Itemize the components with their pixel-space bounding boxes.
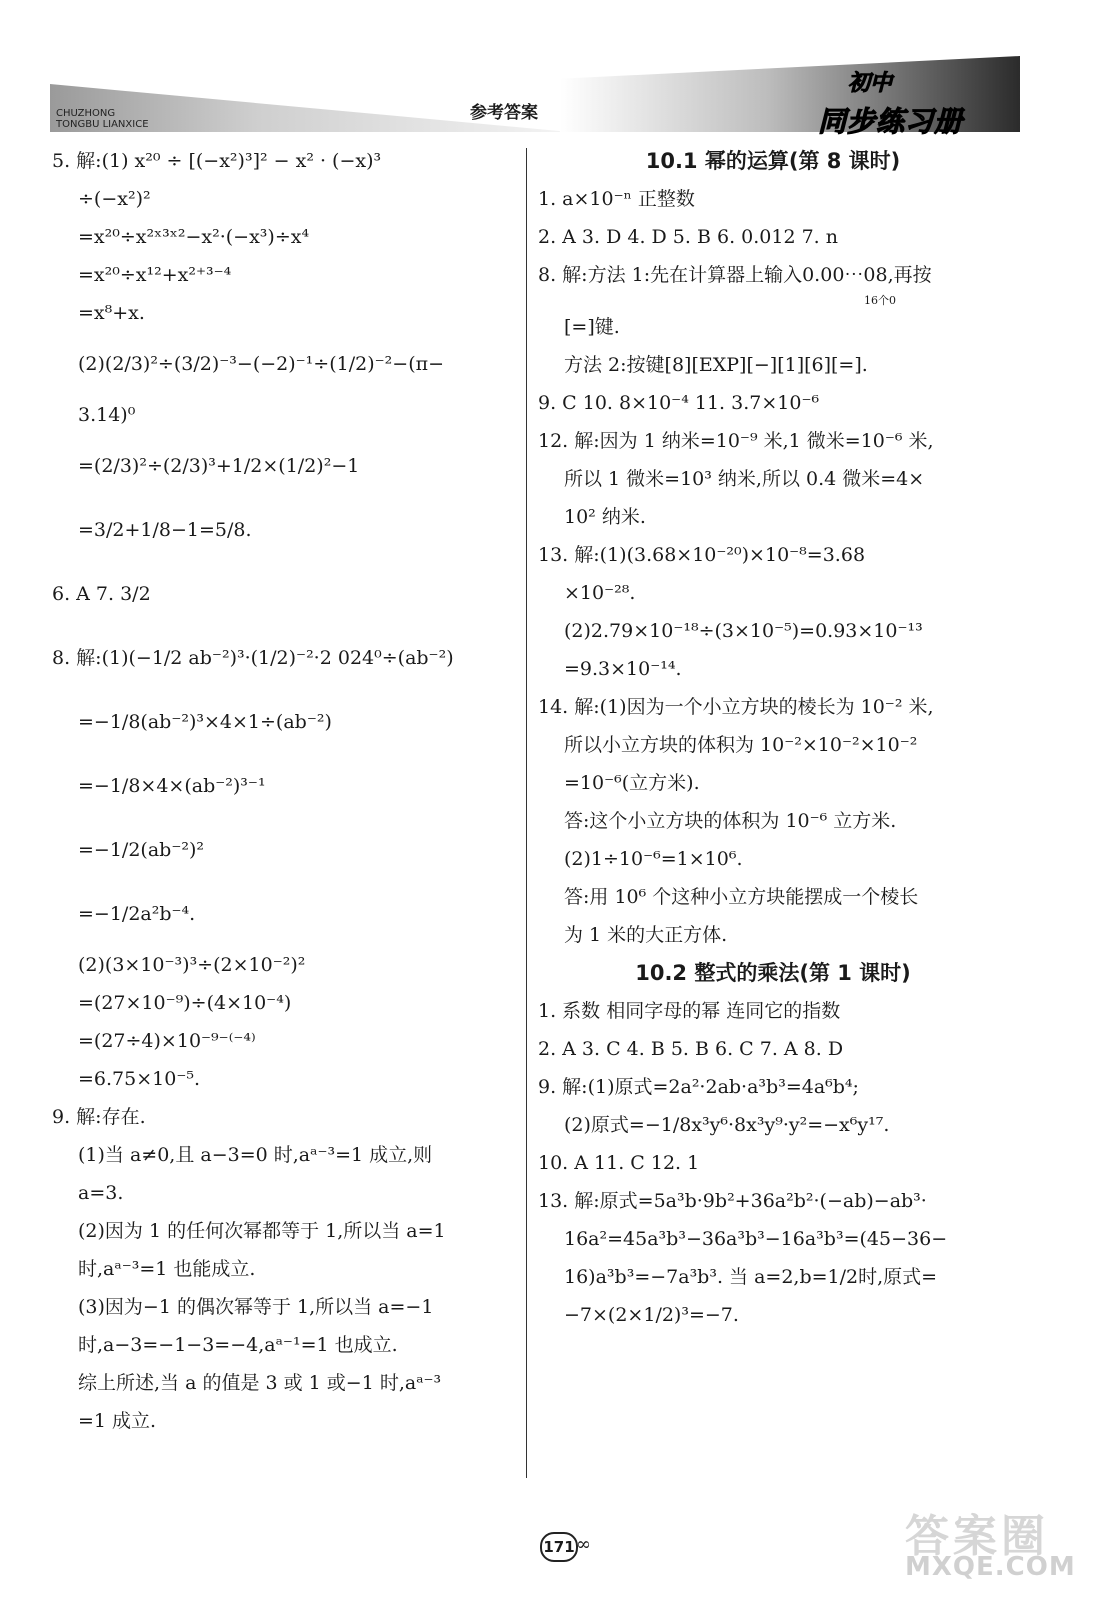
answer-line: 答:这个小立方块的体积为 10⁻⁶ 立方米.	[564, 810, 897, 832]
answer-line: =6.75×10⁻⁵.	[78, 1068, 201, 1090]
column-divider	[526, 148, 527, 1478]
header-title: 参考答案	[470, 103, 538, 123]
page-number-ornament: ∞	[576, 1534, 591, 1555]
answer-line: 9. 解:(1)原式=2a²·2ab·a³b³=4a⁶b⁴;	[538, 1076, 859, 1098]
answer-line: (2)(2/3)²÷(3/2)⁻³−(−2)⁻¹÷(1/2)⁻²−(π−	[78, 353, 445, 375]
answer-line: (2)(3×10⁻³)³÷(2×10⁻²)²	[78, 954, 306, 976]
answer-line: 14. 解:(1)因为一个小立方块的棱长为 10⁻² 米,	[538, 696, 934, 718]
answer-line: 时,a−3=−1−3=−4,aᵃ⁻¹=1 也成立.	[78, 1334, 398, 1356]
answer-line: 方法 2:按键[8][EXP][−][1][6][=].	[564, 354, 868, 376]
answer-line: 9. C 10. 8×10⁻⁴ 11. 3.7×10⁻⁶	[538, 392, 820, 414]
answer-line: =(27÷4)×10⁻⁹⁻⁽⁻⁴⁾	[78, 1030, 256, 1052]
answer-line: =(2/3)²÷(2/3)³+1/2×(1/2)²−1	[78, 455, 360, 477]
header-pinyin-line2: TONGBU LIANXICE	[56, 119, 149, 130]
answer-line: =−1/2a²b⁻⁴.	[78, 903, 196, 925]
answer-line: [=]键.	[564, 316, 620, 338]
answer-line: 所以小立方块的体积为 10⁻²×10⁻²×10⁻²	[564, 734, 918, 756]
answer-line: 2. A 3. D 4. D 5. B 6. 0.012 7. n	[538, 226, 838, 248]
answer-line: (2)2.79×10⁻¹⁸÷(3×10⁻⁵)=0.93×10⁻¹³	[564, 620, 923, 642]
answer-line: =x²⁰÷x¹²+x²⁺³⁻⁴	[78, 264, 232, 286]
answer-line: 8. 解:(1)(−1/2 ab⁻²)³·(1/2)⁻²·2 024⁰÷(ab⁻²)	[52, 647, 454, 669]
section-title: 10.1 幂的运算(第 8 课时)	[645, 149, 901, 173]
answer-line: =10⁻⁶(立方米).	[564, 772, 700, 794]
answer-line: 时,aᵃ⁻³=1 也能成立.	[78, 1258, 256, 1280]
logo-bottom-text: 同步练习册	[818, 105, 964, 138]
answer-line: =−1/2(ab⁻²)²	[78, 839, 204, 861]
page-number: 171	[540, 1532, 578, 1562]
answer-line: a=3.	[78, 1182, 124, 1204]
answer-line: 16)a³b³=−7a³b³. 当 a=2,b=1/2时,原式=	[564, 1266, 938, 1288]
answer-line: ×10⁻²⁸.	[564, 582, 636, 604]
answer-line: 16a²=45a³b³−36a³b³−16a³b³=(45−36−	[564, 1228, 948, 1250]
header-pinyin-line1: CHUZHONG	[56, 108, 116, 119]
answer-line: 所以 1 微米=10³ 纳米,所以 0.4 微米=4×	[564, 468, 925, 490]
answer-line: 答:用 10⁶ 个这种小立方块能摆成一个棱长	[564, 886, 919, 908]
answer-line: =x²⁰÷x²ˣ³ˣ²−x²·(−x³)÷x⁴	[78, 226, 310, 248]
answer-line: 12. 解:因为 1 纳米=10⁻⁹ 米,1 微米=10⁻⁶ 米,	[538, 430, 934, 452]
answer-line: 为 1 米的大正方体.	[564, 924, 728, 946]
answer-line: 3.14)⁰	[78, 404, 136, 426]
answer-line: ÷(−x²)²	[78, 188, 151, 210]
answer-line: 6. A 7. 3/2	[52, 583, 151, 605]
answer-line: 10. A 11. C 12. 1	[538, 1152, 700, 1174]
answer-line: =3/2+1/8−1=5/8.	[78, 519, 252, 541]
answer-line: 13. 解:原式=5a³b·9b²+36a²b²·(−ab)−ab³·	[538, 1190, 927, 1212]
left-column	[52, 142, 522, 1440]
logo-top-text: 初中	[848, 71, 893, 96]
answer-line: =(27×10⁻⁹)÷(4×10⁻⁴)	[78, 992, 292, 1014]
answer-line: =1 成立.	[78, 1410, 157, 1432]
answer-line: (2)因为 1 的任何次幂都等于 1,所以当 a=1	[78, 1220, 446, 1242]
answer-line: 1. 系数 相同字母的幂 连同它的指数	[538, 1000, 841, 1022]
answer-line: =−1/8(ab⁻²)³×4×1÷(ab⁻²)	[78, 711, 332, 733]
answer-line: −7×(2×1/2)³=−7.	[564, 1304, 739, 1326]
answer-line: 13. 解:(1)(3.68×10⁻²⁰)×10⁻⁸=3.68	[538, 544, 866, 566]
header-pinyin	[56, 108, 149, 130]
answer-line: 2. A 3. C 4. B 5. B 6. C 7. A 8. D	[538, 1038, 844, 1060]
answer-line: =−1/8×4×(ab⁻²)³⁻¹	[78, 775, 266, 797]
brace-annotation: 16个0	[864, 294, 896, 307]
answer-line: 1. a×10⁻ⁿ 正整数	[538, 188, 695, 210]
answer-line: =9.3×10⁻¹⁴.	[564, 658, 682, 680]
answer-line: 10² 纳米.	[564, 506, 646, 528]
answer-line: =x⁸+x.	[78, 302, 145, 324]
answer-line: (1)当 a≠0,且 a−3=0 时,aᵃ⁻³=1 成立,则	[78, 1144, 433, 1166]
watermark-text: 答案圈	[905, 1511, 1049, 1562]
section-title: 10.2 整式的乘法(第 1 课时)	[635, 961, 911, 985]
answer-line: (2)原式=−1/8x³y⁶·8x³y⁹·y²=−x⁶y¹⁷.	[564, 1114, 890, 1136]
right-column	[538, 142, 1008, 1334]
answer-line: 综上所述,当 a 的值是 3 或 1 或−1 时,aᵃ⁻³	[78, 1372, 442, 1394]
answer-line: (3)因为−1 的偶次幂等于 1,所以当 a=−1	[78, 1296, 434, 1318]
answer-line: 8. 解:方法 1:先在计算器上输入0.00⋯08,再按	[538, 264, 932, 286]
watermark-url: MXQE.COM	[905, 1552, 1076, 1582]
answer-line: (2)1÷10⁻⁶=1×10⁶.	[564, 848, 743, 870]
answer-line: 9. 解:存在.	[52, 1106, 146, 1128]
answer-line: 5. 解:(1) x²⁰ ÷ [(−x²)³]² − x² · (−x)³	[52, 150, 382, 172]
